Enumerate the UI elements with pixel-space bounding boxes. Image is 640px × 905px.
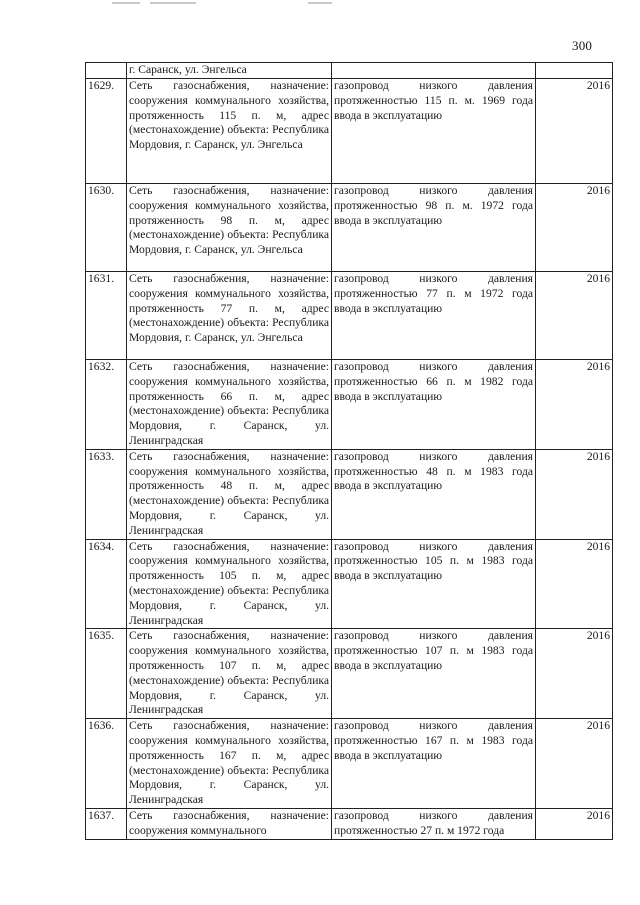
row-description-cell xyxy=(127,63,332,79)
table-row xyxy=(86,539,613,629)
row-info: газопровод низкого давления протяженностью 27 п. м 1972 года xyxy=(334,808,533,837)
row-info-cell xyxy=(332,272,536,360)
row-number: 1637. xyxy=(86,808,127,839)
row-info: газопровод низкого давления протяженностью 107 п. м 1983 года ввода в эксплуатацию xyxy=(334,629,533,672)
row-description: Сеть газоснабжения, назначение: сооружения коммунального хозяйства, протяженность 115 п. м, адрес (местонахождение) объекта: Республика Мордовия, г. Саранск, ул. Энгельса xyxy=(129,79,329,152)
row-year: 2016 xyxy=(536,449,613,539)
row-year: 2016 xyxy=(536,629,613,719)
row-info-cell xyxy=(332,629,536,719)
row-year: 2016 xyxy=(536,539,613,629)
row-number: 1631. xyxy=(86,272,127,360)
row-info-cell xyxy=(332,79,536,184)
row-info-cell xyxy=(332,539,536,629)
row-info: газопровод низкого давления протяженностью 98 п. м. 1972 года ввода в эксплуатацию xyxy=(334,184,533,227)
row-description: Сеть газоснабжения, назначение: сооружения коммунального хозяйства, протяженность 77 п. м, адрес (местонахождение) объекта: Республика Мордовия, г. Саранск, ул. Энгельса xyxy=(129,272,329,345)
row-year: 2016 xyxy=(536,272,613,360)
table-row-continuation xyxy=(86,63,613,79)
row-description-cell xyxy=(127,360,332,450)
row-description: Сеть газоснабжения, назначение: сооружения коммунального хозяйства, протяженность 98 п. м, адрес (местонахождение) объекта: Республика Мордовия, г. Саранск, ул. Энгельса xyxy=(129,184,329,257)
row-description-cell xyxy=(127,272,332,360)
row-description: Сеть газоснабжения, назначение: сооружения коммунального хозяйства, протяженность 48 п. м, адрес (местонахождение) объекта: Республика Мордовия, г. Саранск, ул. Ленинградская xyxy=(129,449,329,537)
table-row xyxy=(86,360,613,450)
scan-artifact xyxy=(112,2,140,4)
row-year: 2016 xyxy=(536,360,613,450)
row-description: Сеть газоснабжения, назначение: сооружения коммунального хозяйства, протяженность 167 п. м, адрес (местонахождение) объекта: Республика Мордовия, г. Саранск, ул. Ленинградская xyxy=(129,719,329,807)
row-info: газопровод низкого давления протяженностью 66 п. м 1982 года ввода в эксплуатацию xyxy=(334,360,533,403)
row-year: 2016 xyxy=(536,79,613,184)
row-number: 1634. xyxy=(86,539,127,629)
row-number: 1633. xyxy=(86,449,127,539)
row-info-cell xyxy=(332,449,536,539)
row-number: 1629. xyxy=(86,79,127,184)
row-year: 2016 xyxy=(536,719,613,809)
row-description-cell xyxy=(127,808,332,839)
row-info: газопровод низкого давления протяженностью 167 п. м 1983 года ввода в эксплуатацию xyxy=(334,719,533,762)
table-row xyxy=(86,719,613,809)
row-info-cell xyxy=(332,719,536,809)
row-description: Сеть газоснабжения, назначение: сооружения коммунального хозяйства, протяженность 66 п. м, адрес (местонахождение) объекта: Республика Мордовия, г. Саранск, ул. Ленинградская xyxy=(129,360,329,447)
scan-artifact xyxy=(308,2,332,4)
table-row xyxy=(86,79,613,184)
table-row xyxy=(86,272,613,360)
row-number: 1636. xyxy=(86,719,127,809)
row-info: газопровод низкого давления протяженностью 77 п. м 1972 года ввода в эксплуатацию xyxy=(334,272,533,315)
row-description: г. Саранск, ул. Энгельса xyxy=(129,63,247,76)
row-description-cell xyxy=(127,79,332,184)
row-info: газопровод низкого давления протяженностью 115 п. м. 1969 года ввода в эксплуатацию xyxy=(334,79,533,122)
row-info-cell xyxy=(332,184,536,272)
row-info-cell xyxy=(332,360,536,450)
row-number: 1632. xyxy=(86,360,127,450)
row-info: газопровод низкого давления протяженностью 105 п. м 1983 года ввода в эксплуатацию xyxy=(334,539,533,583)
row-description: Сеть газоснабжения, назначение: сооружения коммунального xyxy=(129,808,329,837)
row-info: газопровод низкого давления протяженностью 48 п. м 1983 года ввода в эксплуатацию xyxy=(334,449,533,493)
row-description-cell xyxy=(127,539,332,629)
row-description: Сеть газоснабжения, назначение: сооружения коммунального хозяйства, протяженность 105 п. м, адрес (местонахождение) объекта: Республика Мордовия, г. Саранск, ул. Ленинградская xyxy=(129,539,329,627)
row-year: 2016 xyxy=(536,184,613,272)
row-year-cell xyxy=(536,63,613,79)
row-description-cell xyxy=(127,449,332,539)
table-row xyxy=(86,629,613,719)
row-description-cell xyxy=(127,184,332,272)
scan-artifact xyxy=(150,2,196,4)
page-number: 300 xyxy=(572,38,593,53)
row-info-cell xyxy=(332,63,536,79)
table-row xyxy=(86,449,613,539)
table-row xyxy=(86,184,613,272)
table-row xyxy=(86,808,613,839)
row-number-cell xyxy=(86,63,127,79)
row-number: 1630. xyxy=(86,184,127,272)
row-year: 2016 xyxy=(536,808,613,839)
row-number: 1635. xyxy=(86,629,127,719)
row-info-cell xyxy=(332,808,536,839)
row-description-cell xyxy=(127,719,332,809)
registry-table xyxy=(85,62,613,840)
row-description: Сеть газоснабжения, назначение: сооружения коммунального хозяйства, протяженность 107 п. м, адрес (местонахождение) объекта: Республика Мордовия, г. Саранск, ул. Ленинградская xyxy=(129,629,329,717)
row-description-cell xyxy=(127,629,332,719)
